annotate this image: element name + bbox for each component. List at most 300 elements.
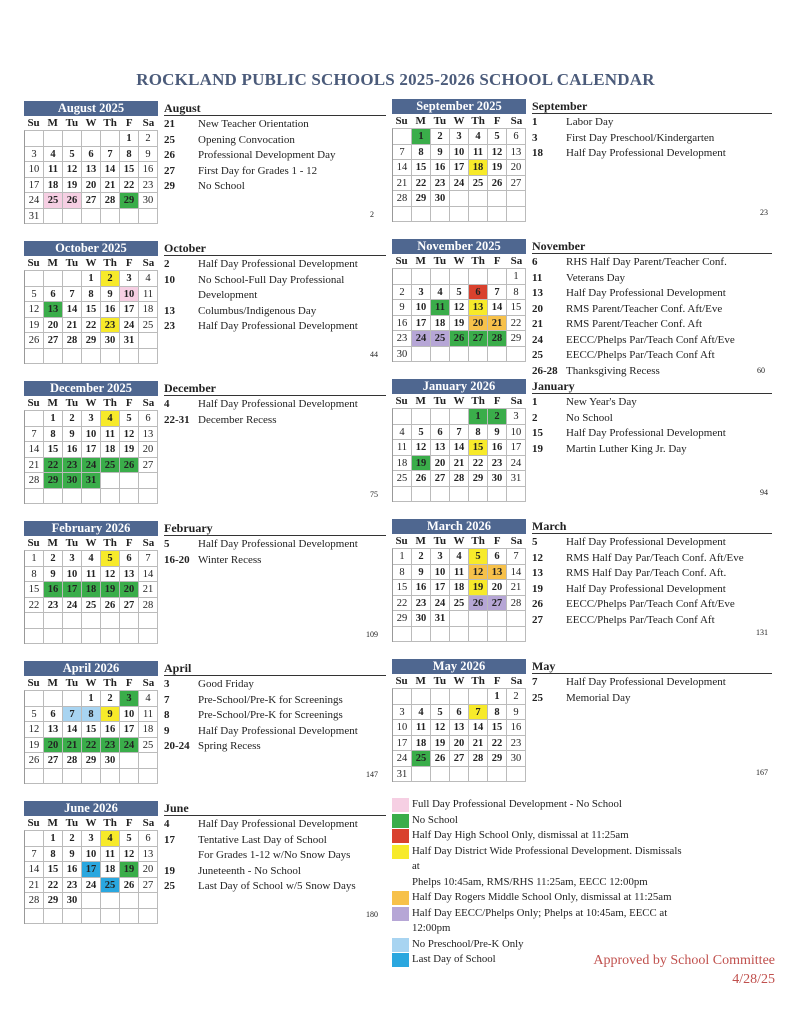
day-cell: 3: [63, 551, 82, 567]
day-cell: 23: [63, 458, 82, 474]
legend-line: No School: [412, 813, 458, 826]
day-cell: 26: [431, 751, 450, 767]
empty-cell: [44, 769, 63, 785]
school-day-count: 109: [366, 630, 378, 639]
day-header: Sa: [510, 675, 523, 687]
empty-cell: [431, 627, 450, 643]
day-cell: 1: [120, 131, 139, 147]
day-cell: 28: [25, 893, 44, 909]
day-cell: 11: [139, 707, 158, 723]
event-text: Half Day Professional Development: [198, 724, 358, 737]
event-text: Veterans Day: [566, 271, 625, 284]
day-cell: 19: [450, 316, 469, 332]
event-item: [164, 413, 386, 429]
events-header: March: [532, 519, 772, 534]
empty-cell: [101, 893, 120, 909]
day-cell: 28: [393, 191, 412, 207]
day-cell: 7: [63, 287, 82, 303]
event-text: December Recess: [198, 413, 277, 426]
day-cell: 30: [101, 333, 120, 349]
day-cell: 29: [507, 331, 526, 347]
events-header: February: [164, 521, 386, 536]
day-header: F: [125, 677, 133, 689]
day-cell: 23: [44, 598, 63, 614]
day-cell: 11: [82, 567, 101, 583]
legend-swatch: [392, 891, 409, 905]
event-date: 15: [532, 427, 543, 439]
day-cell: 3: [507, 409, 526, 425]
day-cell: 8: [469, 425, 488, 441]
event-text: First Day for Grades 1 - 12: [198, 164, 318, 177]
day-cell: 5: [120, 831, 139, 847]
legend-text: [412, 906, 692, 937]
day-cell: 27: [469, 331, 488, 347]
empty-cell: [101, 629, 120, 645]
day-cell: 10: [25, 162, 44, 178]
day-header: Su: [27, 397, 40, 409]
legend-item: [392, 906, 692, 937]
day-cell: 23: [139, 178, 158, 194]
legend-swatch: [392, 845, 409, 859]
event-item: [532, 442, 772, 458]
day-cell: 8: [488, 705, 507, 721]
event-date: 3: [164, 678, 170, 690]
day-cell: 13: [139, 427, 158, 443]
calendar-dec: [24, 381, 158, 504]
day-header: M: [415, 535, 426, 547]
day-cell: 11: [393, 440, 412, 456]
legend-text: [412, 828, 629, 844]
day-cell: 13: [488, 565, 507, 581]
legend-swatch: [392, 798, 409, 812]
empty-cell: [488, 191, 507, 207]
day-cell: 8: [82, 287, 101, 303]
empty-cell: [507, 767, 526, 783]
day-cell: 30: [63, 893, 82, 909]
day-cell: 26: [120, 878, 139, 894]
calendar-apr: [24, 661, 158, 784]
empty-cell: [469, 487, 488, 503]
day-header: Su: [27, 117, 40, 129]
day-header: M: [47, 117, 58, 129]
day-header: Th: [103, 677, 117, 689]
day-cell: 5: [488, 129, 507, 145]
day-cell: 28: [63, 753, 82, 769]
event-item: [532, 333, 772, 349]
day-cell: 12: [469, 565, 488, 581]
day-cell: 4: [101, 831, 120, 847]
event-date: 8: [164, 709, 170, 721]
day-cell: 18: [469, 160, 488, 176]
month-title: December 2025: [24, 381, 158, 396]
day-cell: 29: [82, 753, 101, 769]
day-cell: 28: [469, 751, 488, 767]
event-date: 13: [164, 304, 175, 317]
empty-cell: [139, 349, 158, 365]
legend-item: [392, 844, 692, 891]
events-apr: [164, 661, 386, 755]
event-text: Martin Luther King Jr. Day: [566, 442, 687, 455]
empty-cell: [507, 611, 526, 627]
empty-cell: [431, 689, 450, 705]
day-cell: 3: [120, 691, 139, 707]
day-cell: 25: [82, 598, 101, 614]
empty-cell: [25, 909, 44, 925]
day-cell: 12: [431, 720, 450, 736]
event-text: Development: [198, 289, 258, 301]
event-text: Pre-School/Pre-K for Screenings: [198, 709, 343, 721]
day-cell: 13: [82, 162, 101, 178]
day-cell: 21: [63, 318, 82, 334]
day-cell: 27: [82, 193, 101, 209]
day-cell: 26: [63, 193, 82, 209]
day-header: Tu: [65, 257, 79, 269]
day-cell: 30: [488, 471, 507, 487]
event-text: Half Day Professional Development: [198, 258, 358, 270]
event-item: [164, 133, 386, 149]
day-header: Tu: [65, 117, 79, 129]
day-cell: 2: [393, 285, 412, 301]
school-day-count: 167: [756, 768, 768, 777]
day-cell: 6: [450, 705, 469, 721]
event-item: [164, 833, 386, 849]
event-item: [164, 848, 386, 864]
day-cell: 26: [25, 753, 44, 769]
day-cell: 1: [82, 271, 101, 287]
day-header: Su: [395, 395, 408, 407]
day-cell: 29: [469, 471, 488, 487]
day-cell: 23: [507, 736, 526, 752]
month-title: February 2026: [24, 521, 158, 536]
day-cell: 2: [139, 131, 158, 147]
day-header: M: [415, 675, 426, 687]
day-header: F: [493, 675, 501, 687]
event-date: 19: [164, 864, 175, 877]
empty-cell: [82, 349, 101, 365]
day-header: Tu: [65, 677, 79, 689]
event-item: [532, 551, 772, 567]
legend-line: Half Day High School Only, dismissal at 11:25am: [412, 829, 629, 841]
empty-cell: [120, 489, 139, 505]
day-cell: 31: [393, 767, 412, 783]
event-date: 25: [164, 880, 175, 892]
day-cell: 9: [507, 705, 526, 721]
day-cell: 7: [507, 549, 526, 565]
day-cell: 24: [120, 318, 139, 334]
empty-cell: [101, 613, 120, 629]
event-text: RMS Parent/Teacher Conf. Aft/Eve: [566, 302, 723, 315]
day-cell: 24: [25, 193, 44, 209]
day-header: F: [125, 817, 133, 829]
legend-line: Full Day Professional Development - No School: [412, 798, 622, 810]
day-cell: 18: [139, 302, 158, 318]
day-header: M: [47, 537, 58, 549]
event-item: [532, 426, 772, 442]
day-cell: 1: [44, 831, 63, 847]
empty-cell: [120, 893, 139, 909]
day-cell: 27: [450, 751, 469, 767]
empty-cell: [431, 767, 450, 783]
day-cell: 12: [120, 427, 139, 443]
legend-line: No Preschool/Pre-K Only: [412, 937, 524, 950]
day-cell: 16: [488, 440, 507, 456]
day-cell: 21: [488, 316, 507, 332]
day-header: M: [47, 257, 58, 269]
day-cell: 17: [450, 160, 469, 176]
empty-cell: [101, 349, 120, 365]
event-date: 23: [164, 320, 175, 332]
day-cell: 27: [507, 176, 526, 192]
day-cell: 10: [120, 287, 139, 303]
empty-cell: [25, 691, 44, 707]
day-cell: 20: [44, 318, 63, 334]
empty-cell: [488, 487, 507, 503]
day-cell: 16: [507, 720, 526, 736]
event-item: [164, 553, 386, 569]
event-text: Half Day Professional Development: [198, 538, 358, 550]
events-sep: [532, 99, 772, 162]
day-cell: 29: [82, 333, 101, 349]
day-cell: 21: [469, 736, 488, 752]
empty-cell: [412, 487, 431, 503]
event-date: 24: [532, 333, 543, 346]
event-item: [532, 271, 772, 287]
legend-line: Half Day EECC/Phelps Only; Phelps at 10:45am, EECC at 12:00pm: [412, 906, 668, 934]
empty-cell: [120, 769, 139, 785]
empty-cell: [120, 909, 139, 925]
day-cell: 16: [412, 580, 431, 596]
day-cell: 29: [44, 893, 63, 909]
day-header: W: [85, 537, 97, 549]
empty-cell: [82, 209, 101, 225]
empty-cell: [120, 473, 139, 489]
day-cell: 1: [25, 551, 44, 567]
event-date: 19: [532, 442, 543, 455]
event-date: 29: [164, 180, 175, 192]
day-cell: 10: [393, 720, 412, 736]
day-header: Sa: [510, 535, 523, 547]
event-date: 25: [532, 691, 543, 704]
empty-cell: [25, 489, 44, 505]
empty-cell: [139, 489, 158, 505]
event-text: No School: [198, 180, 245, 192]
events-nov: [532, 239, 772, 379]
day-cell: 29: [393, 611, 412, 627]
day-header: F: [125, 397, 133, 409]
events-header: December: [164, 381, 386, 396]
empty-cell: [507, 627, 526, 643]
day-cell: 25: [44, 193, 63, 209]
day-cell: 15: [507, 300, 526, 316]
empty-cell: [488, 347, 507, 363]
event-date: 5: [164, 538, 170, 550]
event-text: Half Day Professional Development: [198, 398, 358, 410]
day-header: Su: [27, 817, 40, 829]
day-cell: 8: [44, 427, 63, 443]
empty-cell: [450, 487, 469, 503]
day-cell: 24: [120, 738, 139, 754]
day-cell: 15: [25, 582, 44, 598]
day-cell: 5: [63, 147, 82, 163]
event-item: [164, 739, 386, 755]
empty-cell: [431, 347, 450, 363]
empty-cell: [412, 689, 431, 705]
day-cell: 20: [431, 456, 450, 472]
school-day-count: 2: [370, 210, 374, 219]
legend-text: [412, 813, 458, 829]
event-item: [532, 395, 772, 411]
day-cell: 14: [101, 162, 120, 178]
day-cell: 14: [450, 440, 469, 456]
event-date: 6: [532, 256, 538, 268]
empty-cell: [101, 769, 120, 785]
empty-cell: [25, 613, 44, 629]
empty-cell: [63, 769, 82, 785]
day-cell: 27: [44, 333, 63, 349]
empty-cell: [393, 269, 412, 285]
day-cell: 21: [139, 582, 158, 598]
event-text: RMS Half Day Par/Teach Conf. Aft.: [566, 567, 727, 579]
day-header: Tu: [433, 675, 447, 687]
day-cell: 27: [139, 878, 158, 894]
event-date: 13: [532, 567, 543, 579]
day-header: M: [47, 397, 58, 409]
day-cell: 7: [25, 427, 44, 443]
day-cell: 12: [25, 302, 44, 318]
approval-note: [593, 951, 775, 989]
event-text: Spring Recess: [198, 740, 261, 752]
empty-cell: [25, 769, 44, 785]
day-cell: 19: [63, 178, 82, 194]
events-oct: [164, 241, 386, 335]
legend-swatch: [392, 829, 409, 843]
empty-cell: [393, 689, 412, 705]
day-header: F: [493, 535, 501, 547]
event-date: 4: [164, 398, 170, 410]
empty-cell: [412, 409, 431, 425]
day-cell: 18: [431, 316, 450, 332]
event-item: [532, 675, 772, 691]
empty-cell: [44, 349, 63, 365]
event-item: [164, 879, 386, 895]
event-item: [164, 304, 386, 320]
empty-cell: [120, 349, 139, 365]
day-cell: 19: [25, 738, 44, 754]
day-header: Tu: [65, 817, 79, 829]
day-header: W: [85, 397, 97, 409]
empty-cell: [450, 627, 469, 643]
event-item: [164, 273, 386, 289]
legend-line: Last Day of School: [412, 953, 496, 965]
day-cell: 9: [488, 425, 507, 441]
event-date: 22-31: [164, 413, 190, 426]
day-cell: 2: [101, 691, 120, 707]
day-cell: 22: [412, 176, 431, 192]
event-item: [164, 724, 386, 740]
legend-text: [412, 890, 672, 906]
day-cell: 10: [412, 300, 431, 316]
event-date: 20: [532, 302, 543, 315]
day-cell: 15: [120, 162, 139, 178]
day-header: Th: [103, 537, 117, 549]
empty-cell: [393, 207, 412, 223]
day-cell: 17: [63, 582, 82, 598]
event-text: Half Day Professional Development: [566, 676, 726, 688]
empty-cell: [507, 487, 526, 503]
month-title: May 2026: [392, 659, 526, 674]
day-cell: 19: [488, 160, 507, 176]
day-header: F: [493, 395, 501, 407]
event-text: EECC/Phelps Par/Teach Conf Aft: [566, 613, 715, 626]
day-header: W: [453, 535, 465, 547]
events-header: June: [164, 801, 386, 816]
day-cell: 31: [82, 473, 101, 489]
day-header: Tu: [65, 397, 79, 409]
event-item: [532, 613, 772, 629]
day-headers: [24, 396, 158, 410]
day-cell: 1: [469, 409, 488, 425]
empty-cell: [393, 129, 412, 145]
empty-cell: [431, 207, 450, 223]
day-cell: 6: [44, 707, 63, 723]
empty-cell: [488, 207, 507, 223]
day-cell: 11: [101, 427, 120, 443]
empty-cell: [44, 629, 63, 645]
day-cell: 6: [488, 549, 507, 565]
event-item: [532, 582, 772, 598]
day-cell: 7: [469, 705, 488, 721]
event-item: [164, 693, 386, 709]
day-cell: 16: [431, 160, 450, 176]
event-item: [164, 817, 386, 833]
legend-item: [392, 813, 692, 829]
empty-cell: [139, 909, 158, 925]
day-cell: 22: [469, 456, 488, 472]
day-header: Tu: [433, 395, 447, 407]
day-cell: 23: [431, 176, 450, 192]
day-cell: 12: [120, 847, 139, 863]
day-header: F: [493, 255, 501, 267]
legend-line: Half Day Rogers Middle School Only, dismissal at 11:25am: [412, 891, 672, 903]
day-cell: 17: [82, 862, 101, 878]
day-cell: 15: [82, 302, 101, 318]
events-feb: [164, 521, 386, 568]
event-item: [532, 535, 772, 551]
legend-line: Phelps 10:45am, RMS/RHS 11:25am, EECC 12:00pm: [412, 875, 648, 888]
day-grid: [24, 130, 158, 224]
day-header: M: [47, 817, 58, 829]
events-jun: [164, 801, 386, 895]
empty-cell: [63, 131, 82, 147]
day-cell: 28: [507, 596, 526, 612]
day-cell: 19: [120, 862, 139, 878]
day-cell: 19: [101, 582, 120, 598]
day-header: Su: [27, 257, 40, 269]
day-cell: 15: [44, 442, 63, 458]
day-cell: 17: [393, 736, 412, 752]
day-cell: 26: [412, 471, 431, 487]
day-cell: 6: [120, 551, 139, 567]
legend-swatch: [392, 953, 409, 967]
day-cell: 7: [139, 551, 158, 567]
day-cell: 15: [488, 720, 507, 736]
empty-cell: [44, 209, 63, 225]
day-cell: 20: [139, 442, 158, 458]
day-cell: 3: [431, 549, 450, 565]
day-cell: 2: [488, 409, 507, 425]
day-cell: 22: [44, 878, 63, 894]
empty-cell: [450, 611, 469, 627]
